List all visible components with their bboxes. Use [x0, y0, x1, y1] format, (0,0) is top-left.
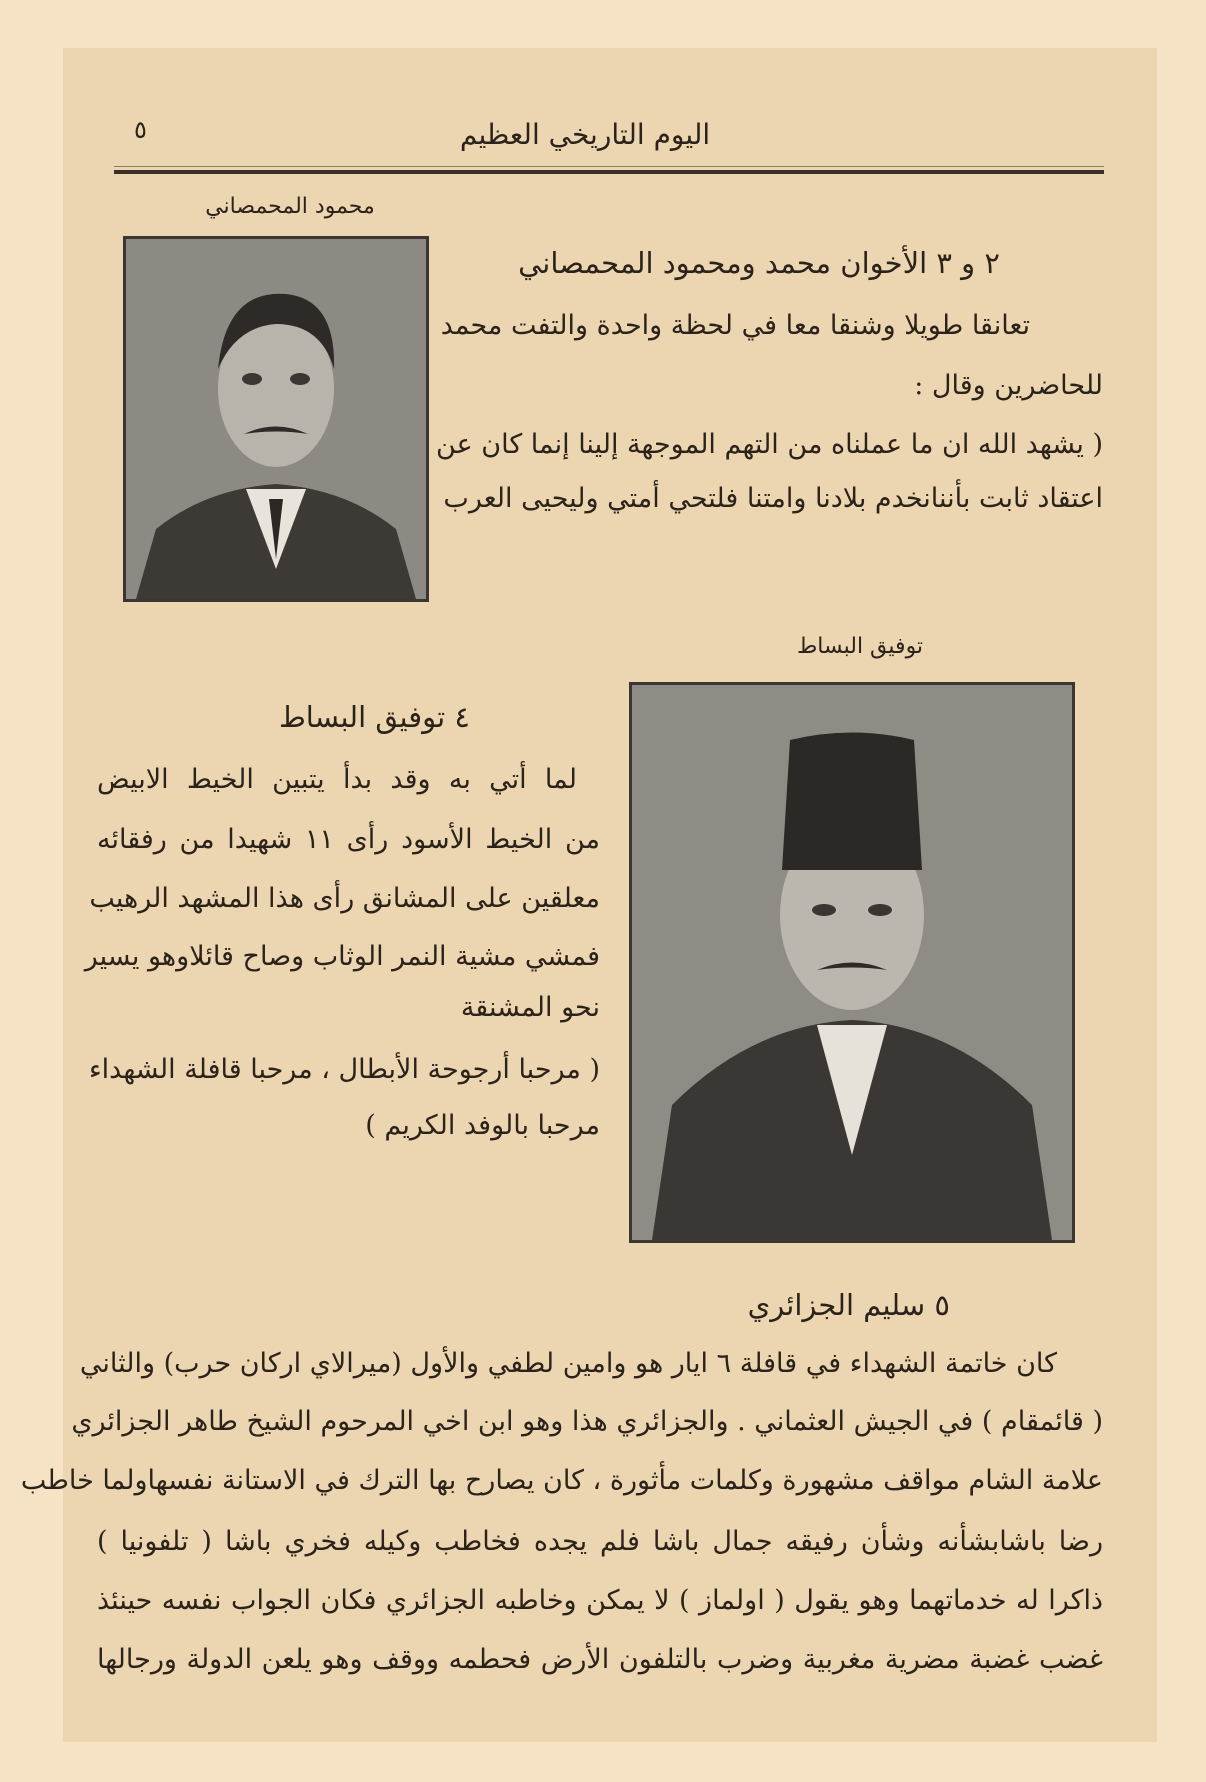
- text-line: لما أتي به وقد بدأ يتبين الخيط الابيض: [97, 764, 577, 795]
- section-heading-mahmasani: ٢ و ٣ الأخوان محمد ومحمود المحمصاني: [518, 246, 1000, 280]
- portrait-photo-tawfiq: [629, 682, 1075, 1243]
- text-line: رضا باشابشأنه وشأن رفيقه جمال باشا فلم يجده فخاطب وكيله فخري باشا ( تلفونيا ): [97, 1526, 1103, 1557]
- page-number: ٥: [134, 116, 147, 144]
- portrait-photo-mahmoud: [123, 236, 429, 602]
- text-line: اعتقاد ثابت بأننانخدم بلادنا وامتنا فلتحي أمتي وليحيى العرب: [443, 483, 1103, 514]
- text-line: كان خاتمة الشهداء في قافلة ٦ ايار هو وامين لطفي والأول (ميرالاي اركان حرب) والثاني: [79, 1348, 1057, 1379]
- text-line: ( يشهد الله ان ما عملناه من التهم الموجهة إلينا إنما كان عن: [436, 429, 1103, 460]
- text-line: للحاضرين وقال :: [914, 370, 1103, 401]
- section-heading-jazairi: ٥ سليم الجزائري: [747, 1288, 950, 1322]
- header-rule-thin: [114, 166, 1104, 167]
- section-heading-bassat: ٤ توفيق البساط: [278, 700, 470, 734]
- header-rule: [114, 170, 1104, 174]
- text-line: مرحبا بالوفد الكريم ): [365, 1110, 600, 1141]
- text-line: غضب غضبة مضرية مغربية وضرب بالتلفون الأرض فحطمه ووقف وهو يلعن الدولة ورجالها: [97, 1644, 1103, 1675]
- text-line: ذاكرا له خدماتهما وهو يقول ( اولماز ) لا يمكن وخاطبه الجزائري فكان الجواب نفسه حينئذ: [97, 1585, 1103, 1616]
- text-line: معلقين على المشانق رأى هذا المشهد الرهيب: [89, 883, 600, 914]
- text-line: نحو المشنقة: [460, 992, 600, 1023]
- photo-caption-tawfiq: توفيق البساط: [796, 634, 924, 659]
- text-line: ( مرحبا أرجوحة الأبطال ، مرحبا قافلة الشهداء: [88, 1054, 600, 1085]
- text-line: علامة الشام مواقف مشهورة وكلمات مأثورة ، كان يصارح بها الترك في الاستانة نفسهاولما خاطب: [20, 1465, 1103, 1496]
- text-line: من الخيط الأسود رأى ١١ شهيدا من رفقائه: [97, 824, 600, 855]
- text-line: ( قائمقام ) في الجيش العثماني . والجزائري هذا وهو ابن اخي المرحوم الشيخ طاهر الجزائري: [71, 1406, 1103, 1437]
- running-title: اليوم التاريخي العظيم: [459, 118, 711, 151]
- text-line: فمشي مشية النمر الوثاب وصاح قائلاوهو يسير: [84, 941, 600, 972]
- text-line: تعانقا طويلا وشنقا معا في لحظة واحدة والتفت محمد: [440, 310, 1030, 341]
- photo-caption-mahmoud: محمود المحمصاني: [205, 194, 375, 219]
